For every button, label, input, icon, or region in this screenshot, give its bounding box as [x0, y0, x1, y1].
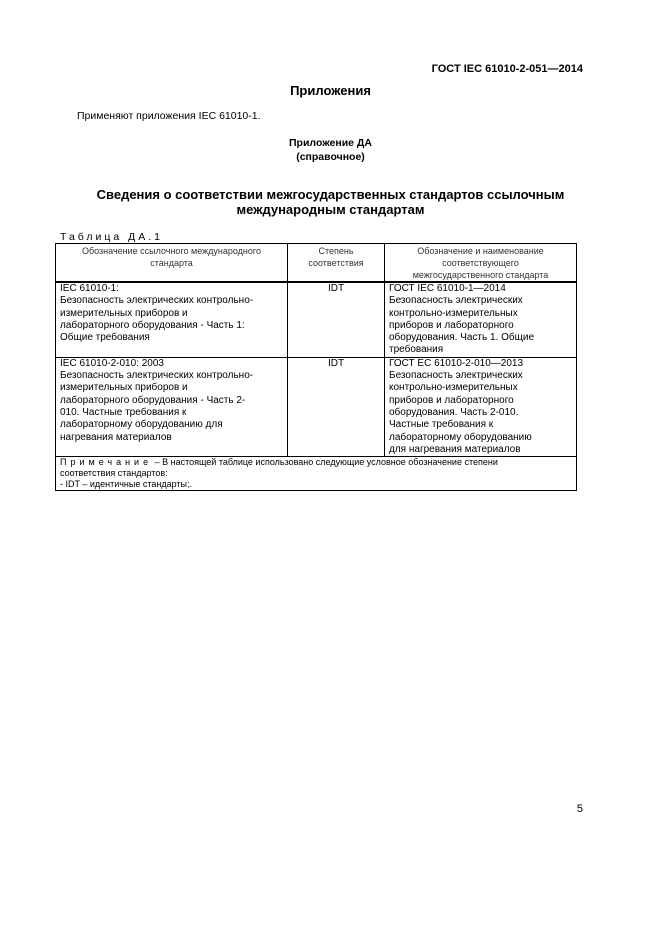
header-degree: Степень соответствия — [288, 244, 385, 283]
section-title-line: Сведения о соответствии межгосударственных стандартов ссылочным — [96, 187, 565, 202]
note-label: Примечание — [60, 457, 153, 468]
note-text: - IDT – идентичные стандарты;. — [60, 479, 193, 490]
header-interstate-standard: Обозначение и наименование соответствующего межгосударственного стандарта — [385, 244, 577, 283]
section-title — [0, 187, 661, 217]
cell-degree: IDT — [288, 282, 385, 357]
header-intl-standard: Обозначение ссылочного международного стандарта — [56, 244, 288, 283]
cell-intl-standard: IEC 61010-2-010: 2003 Безопасность электрических контрольно- измерительных приборов и лабораторного оборудования - Часть 2- 010. Частные требования к лабораторному оборудованию для нагревания материалов — [56, 357, 288, 456]
table-note — [56, 457, 577, 491]
page-number: 5 — [576, 803, 583, 815]
correspondence-table — [55, 243, 577, 491]
cell-degree: IDT — [288, 357, 385, 456]
note-text: – В настоящей таблице использовано следующие условное обозначение степени — [152, 457, 498, 468]
table-row — [56, 282, 577, 357]
table-row — [56, 357, 577, 456]
note-text: соответствия стандартов: — [60, 468, 168, 479]
cell-intl-standard: IEC 61010-1: Безопасность электрических контрольно- измерительных приборов и лабораторного оборудования - Часть 1: Общие требования — [56, 282, 288, 357]
appendices-title: Приложения — [290, 83, 371, 98]
annex-title: Приложение ДА — [289, 137, 372, 149]
table-header-row — [56, 244, 577, 283]
table-caption: Таблица ДА.1 — [60, 231, 163, 243]
section-title-line: международным стандартам — [236, 202, 425, 217]
document-code: ГОСТ IEC 61010-2-051—2014 — [431, 63, 583, 75]
cell-interstate-standard: ГОСТ IEC 61010-1—2014 Безопасность электрических контрольно-измерительных приборов и лабораторного оборудования. Часть 1. Общие требования — [385, 282, 577, 357]
cell-interstate-standard: ГОСТ ЕС 61010-2-010—2013 Безопасность электрических контрольно-измерительных приборов и лабораторного оборудования. Часть 2-010. Частные требования к лабораторному оборудованию для нагревания материалов — [385, 357, 577, 456]
applies-text: Применяют приложения IEC 61010-1. — [77, 110, 261, 122]
table-note-row — [56, 457, 577, 491]
annex-subtitle: (справочное) — [296, 151, 365, 163]
